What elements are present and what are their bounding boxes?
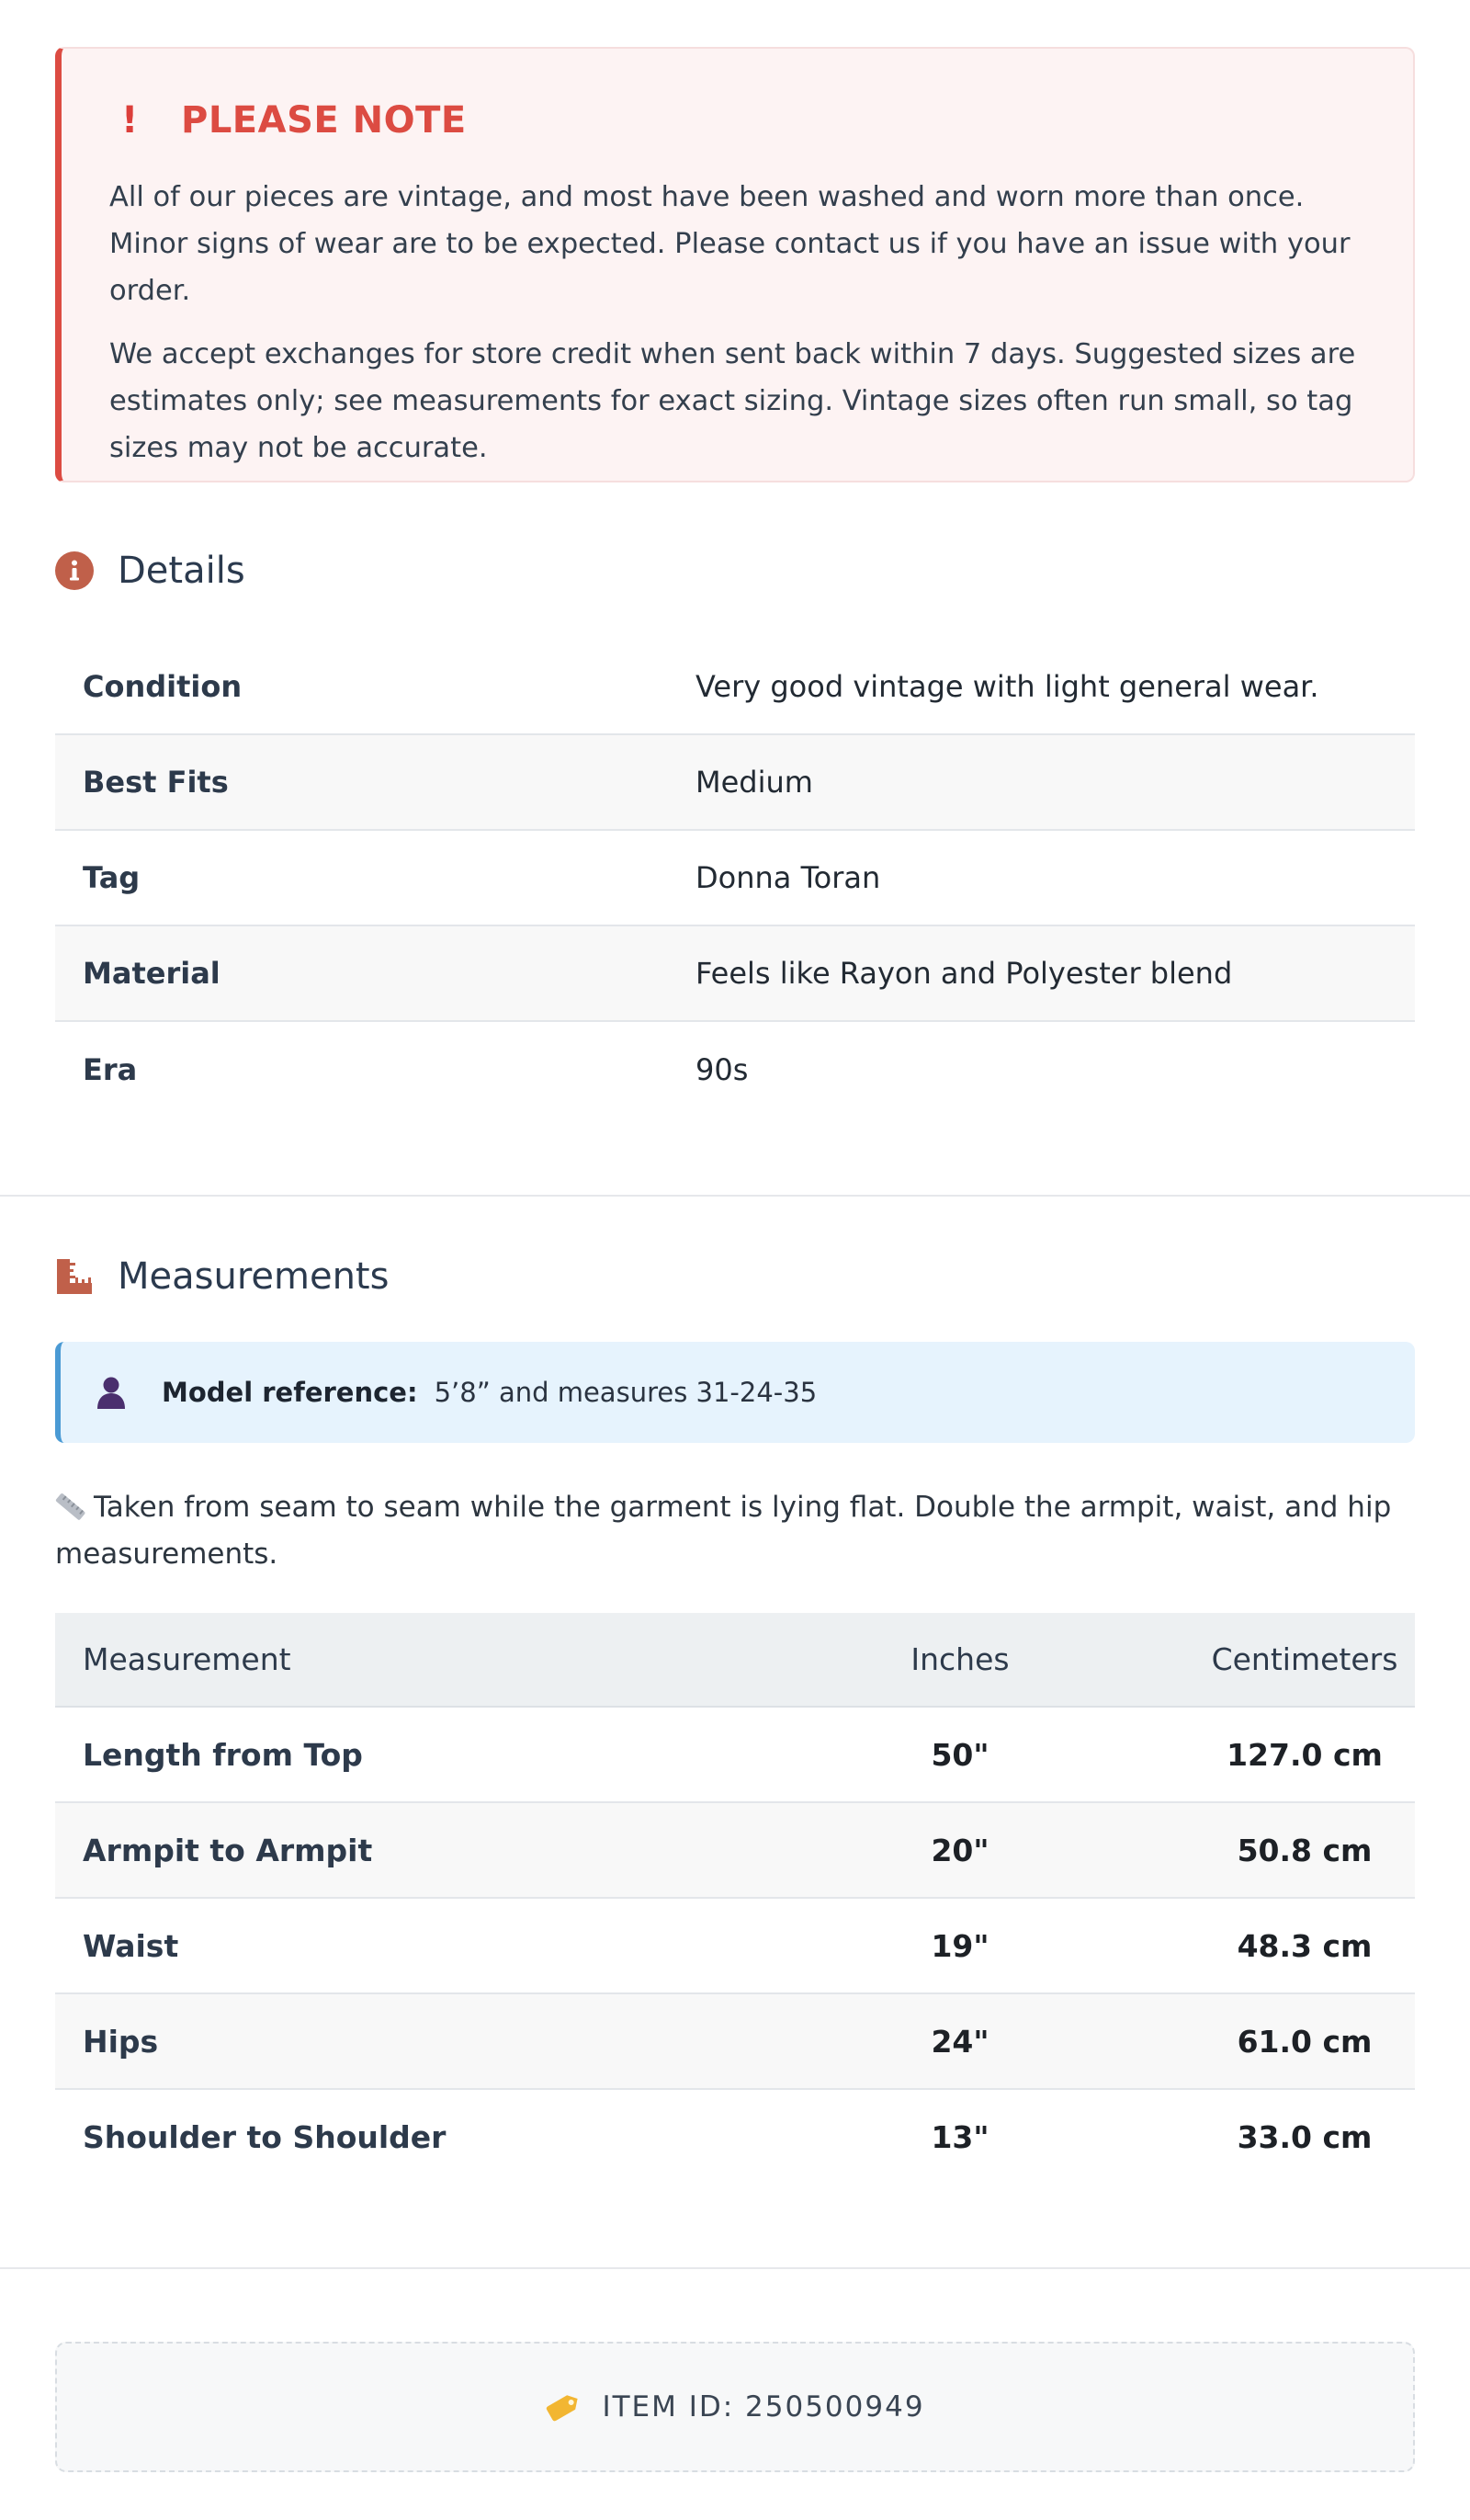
- detail-label: Best Fits: [83, 765, 229, 800]
- exclamation-icon: !: [121, 99, 139, 142]
- model-reference-callout: [55, 1342, 1415, 1443]
- item-id: ITEM ID: 250500949: [602, 2390, 925, 2424]
- measurement-inches: 24": [931, 2023, 989, 2060]
- notice-paragraph: All of our pieces are vintage, and most have been washed and worn more than once. Minor signs of wear are to be expected. Please contact us if you have an issue with your order.: [109, 181, 1351, 307]
- detail-value: Medium: [695, 765, 813, 800]
- measurement-cm: 50.8 cm: [1237, 1832, 1373, 1868]
- detail-label: Era: [83, 1051, 138, 1087]
- details-title: Details: [118, 550, 245, 592]
- measurement-name: Shoulder to Shoulder: [83, 2119, 447, 2155]
- notice-title: PLEASE NOTE: [181, 99, 467, 142]
- column-header: Inches: [910, 1641, 1010, 1677]
- measurement-cm: 127.0 cm: [1227, 1736, 1383, 1773]
- section-divider: [0, 1195, 1470, 1197]
- table-row: [55, 1707, 1415, 1802]
- column-header: Centimeters: [1211, 1641, 1398, 1677]
- notice-header: [109, 99, 1367, 142]
- measurement-name: Length from Top: [83, 1736, 363, 1773]
- details-heading: [55, 550, 245, 592]
- details-table: [55, 639, 1415, 1117]
- detail-label: Condition: [83, 668, 243, 704]
- notice-paragraph: We accept exchanges for store credit when sent back within 7 days. Suggested sizes are estimates only; see measurements for exact sizing. Vintage sizes often run small, so tag sizes may not be accurate.: [109, 338, 1356, 464]
- measurement-inches: 20": [931, 1832, 989, 1868]
- detail-label: Material: [83, 956, 220, 991]
- measurement-cm: 33.0 cm: [1237, 2119, 1373, 2155]
- measurements-table: [55, 1613, 1415, 2185]
- table-row: [55, 830, 1415, 925]
- measurement-name: Hips: [83, 2023, 159, 2060]
- model-reference-label: Model reference:: [162, 1377, 418, 1408]
- detail-value: 90s: [695, 1051, 749, 1087]
- table-row: [55, 1802, 1415, 1898]
- table-row: [55, 1993, 1415, 2089]
- measurement-name: Waist: [83, 1927, 179, 1964]
- measurement-inches: 13": [931, 2119, 989, 2155]
- detail-value: Feels like Rayon and Polyester blend: [695, 956, 1233, 991]
- model-reference-value: 5’8” and measures 31-24-35: [434, 1377, 818, 1408]
- measurement-name: Armpit to Armpit: [83, 1832, 373, 1868]
- table-row: [55, 1898, 1415, 1993]
- table-row: [55, 925, 1415, 1021]
- column-header: Measurement: [83, 1641, 291, 1677]
- table-row: [55, 2089, 1415, 2185]
- detail-value: Very good vintage with light general wear.: [695, 668, 1319, 704]
- table-row: [55, 639, 1415, 734]
- detail-value: Donna Toran: [695, 860, 881, 895]
- measurements-heading: [55, 1255, 389, 1298]
- ruler-icon: [55, 1257, 94, 1296]
- measurement-cm: 61.0 cm: [1237, 2023, 1373, 2060]
- notice-box: [55, 47, 1415, 482]
- ruler-small-icon: [55, 1493, 86, 1520]
- table-row: [55, 1021, 1415, 1117]
- detail-label: Tag: [83, 860, 141, 895]
- section-divider: [0, 2267, 1470, 2269]
- measurement-inches: 50": [931, 1736, 989, 1773]
- tag-icon: [545, 2391, 582, 2423]
- measurement-inches: 19": [931, 1927, 989, 1964]
- table-row: [55, 734, 1415, 830]
- table-header-row: [55, 1613, 1415, 1707]
- info-circle-icon: [55, 551, 94, 590]
- item-id-box: [55, 2342, 1415, 2472]
- measurement-note-text: Taken from seam to seam while the garment is lying flat. Double the armpit, waist, and hip measurements.: [55, 1491, 1392, 1571]
- measurements-title: Measurements: [118, 1255, 390, 1298]
- measurement-note: [55, 1484, 1415, 1578]
- person-icon: [96, 1376, 127, 1409]
- measurement-cm: 48.3 cm: [1237, 1927, 1373, 1964]
